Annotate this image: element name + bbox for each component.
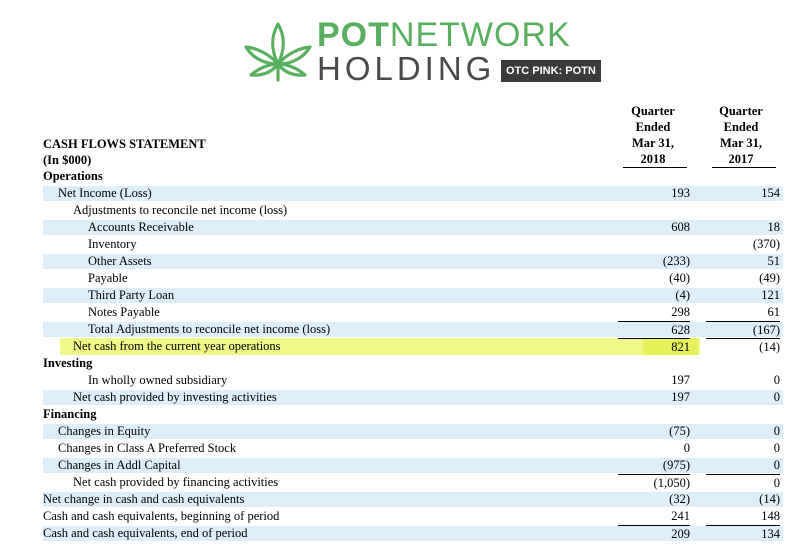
row-label: Changes in Addl Capital xyxy=(58,458,181,472)
section-header-operations xyxy=(0,168,797,185)
column-header-line: Mar 31, xyxy=(719,136,763,150)
section-header-financing xyxy=(0,406,797,423)
row-label: In wholly owned subsidiary xyxy=(88,373,228,387)
row-label: Net Income (Loss) xyxy=(58,186,152,200)
row-label: Net cash provided by investing activities xyxy=(73,390,277,404)
value-2018: 241 xyxy=(671,509,690,523)
table-row xyxy=(0,202,797,219)
statement-units: (In $000) xyxy=(43,153,92,167)
column-header-2018 xyxy=(618,103,688,167)
brand-name-line2: HOLDING xyxy=(317,50,496,87)
ticker-badge: OTC PINK: POTN xyxy=(501,60,601,82)
row-label: Accounts Receivable xyxy=(88,220,194,234)
table-row xyxy=(0,253,797,270)
row-label: Inventory xyxy=(88,237,137,251)
value-2017: 121 xyxy=(761,288,780,302)
value-2018: (1,050) xyxy=(618,474,690,492)
row-label: Other Assets xyxy=(88,254,152,268)
value-2017: 0 xyxy=(773,424,780,438)
brand-network: NETWORK xyxy=(389,16,571,54)
table-row xyxy=(0,185,797,202)
column-header-line: 2018 xyxy=(640,152,666,166)
row-label: Cash and cash equivalents, end of period xyxy=(43,526,248,540)
row-label: Notes Payable xyxy=(88,305,160,319)
table-row xyxy=(0,304,797,321)
row-label: Total Adjustments to reconcile net income (loss) xyxy=(88,322,331,336)
brand-name-line1 xyxy=(317,18,571,52)
row-label: Investing xyxy=(43,356,93,370)
value-2018: 821 xyxy=(618,338,690,356)
table-row-highlighted xyxy=(0,338,797,355)
table-row xyxy=(0,321,797,338)
brand-pot: POT xyxy=(317,16,390,54)
table-row xyxy=(0,270,797,287)
value-2018: (233) xyxy=(662,254,690,268)
value-2017: (14) xyxy=(706,338,780,356)
row-label: Payable xyxy=(88,271,128,285)
row-label: Adjustments to reconcile net income (loss) xyxy=(73,203,288,217)
table-row xyxy=(0,287,797,304)
value-2017: 148 xyxy=(761,509,780,523)
row-label: Third Party Loan xyxy=(88,288,175,302)
table-row xyxy=(0,372,797,389)
row-label: Net cash from the current year operations xyxy=(73,339,281,353)
cash-flow-table xyxy=(0,168,797,542)
value-2017: 61 xyxy=(767,305,780,319)
potnetwork-logo xyxy=(243,16,596,87)
table-row xyxy=(0,457,797,474)
value-2017: (49) xyxy=(759,271,780,285)
value-2018: 608 xyxy=(671,220,690,234)
value-2017: (14) xyxy=(759,492,780,506)
table-row xyxy=(0,423,797,440)
table-row xyxy=(0,474,797,491)
table-row xyxy=(0,508,797,525)
table-row xyxy=(0,491,797,508)
value-2018: 0 xyxy=(683,441,690,455)
column-header-2017 xyxy=(706,103,776,167)
value-2018: 209 xyxy=(618,525,690,543)
row-label: Net cash provided by financing activities xyxy=(73,475,279,489)
value-2018: 298 xyxy=(671,305,690,319)
value-2017: 0 xyxy=(706,474,780,492)
value-2017: 154 xyxy=(761,186,780,200)
column-header-line: Quarter xyxy=(719,104,763,118)
column-header-line: Quarter xyxy=(631,104,675,118)
value-2018: (4) xyxy=(675,288,690,302)
value-2017: 134 xyxy=(706,525,780,543)
value-2017: 0 xyxy=(773,441,780,455)
column-header-line: Ended xyxy=(635,120,671,134)
cannabis-leaf-icon xyxy=(243,20,313,82)
value-2017: (370) xyxy=(752,237,780,251)
row-label: Cash and cash equivalents, beginning of period xyxy=(43,509,280,523)
column-header-line: Mar 31, xyxy=(631,136,675,150)
row-label: Operations xyxy=(43,169,103,183)
value-2018: 197 xyxy=(671,390,690,404)
table-row xyxy=(0,219,797,236)
column-header-line: Ended xyxy=(723,120,759,134)
value-2017: 0 xyxy=(773,390,780,404)
value-2017: (167) xyxy=(706,321,780,339)
value-2017: 51 xyxy=(767,254,780,268)
row-label: Net change in cash and cash equivalents xyxy=(43,492,245,506)
value-2018: (32) xyxy=(669,492,690,506)
value-2017: 18 xyxy=(767,220,780,234)
value-2017: 0 xyxy=(773,373,780,387)
table-row xyxy=(0,389,797,406)
value-2018: 193 xyxy=(671,186,690,200)
table-row xyxy=(0,525,797,542)
statement-title: CASH FLOWS STATEMENT xyxy=(43,137,206,151)
table-row xyxy=(0,440,797,457)
value-2018: (40) xyxy=(669,271,690,285)
row-label: Financing xyxy=(43,407,97,421)
column-header-line: 2017 xyxy=(728,152,754,166)
section-header-investing xyxy=(0,355,797,372)
value-2017: 0 xyxy=(773,458,780,472)
table-row xyxy=(0,236,797,253)
value-2018: 628 xyxy=(618,321,690,339)
row-label: Changes in Equity xyxy=(58,424,151,438)
row-label: Changes in Class A Preferred Stock xyxy=(58,441,237,455)
value-2018: (75) xyxy=(669,424,690,438)
value-2018: (975) xyxy=(662,458,690,472)
value-2018: 197 xyxy=(671,373,690,387)
